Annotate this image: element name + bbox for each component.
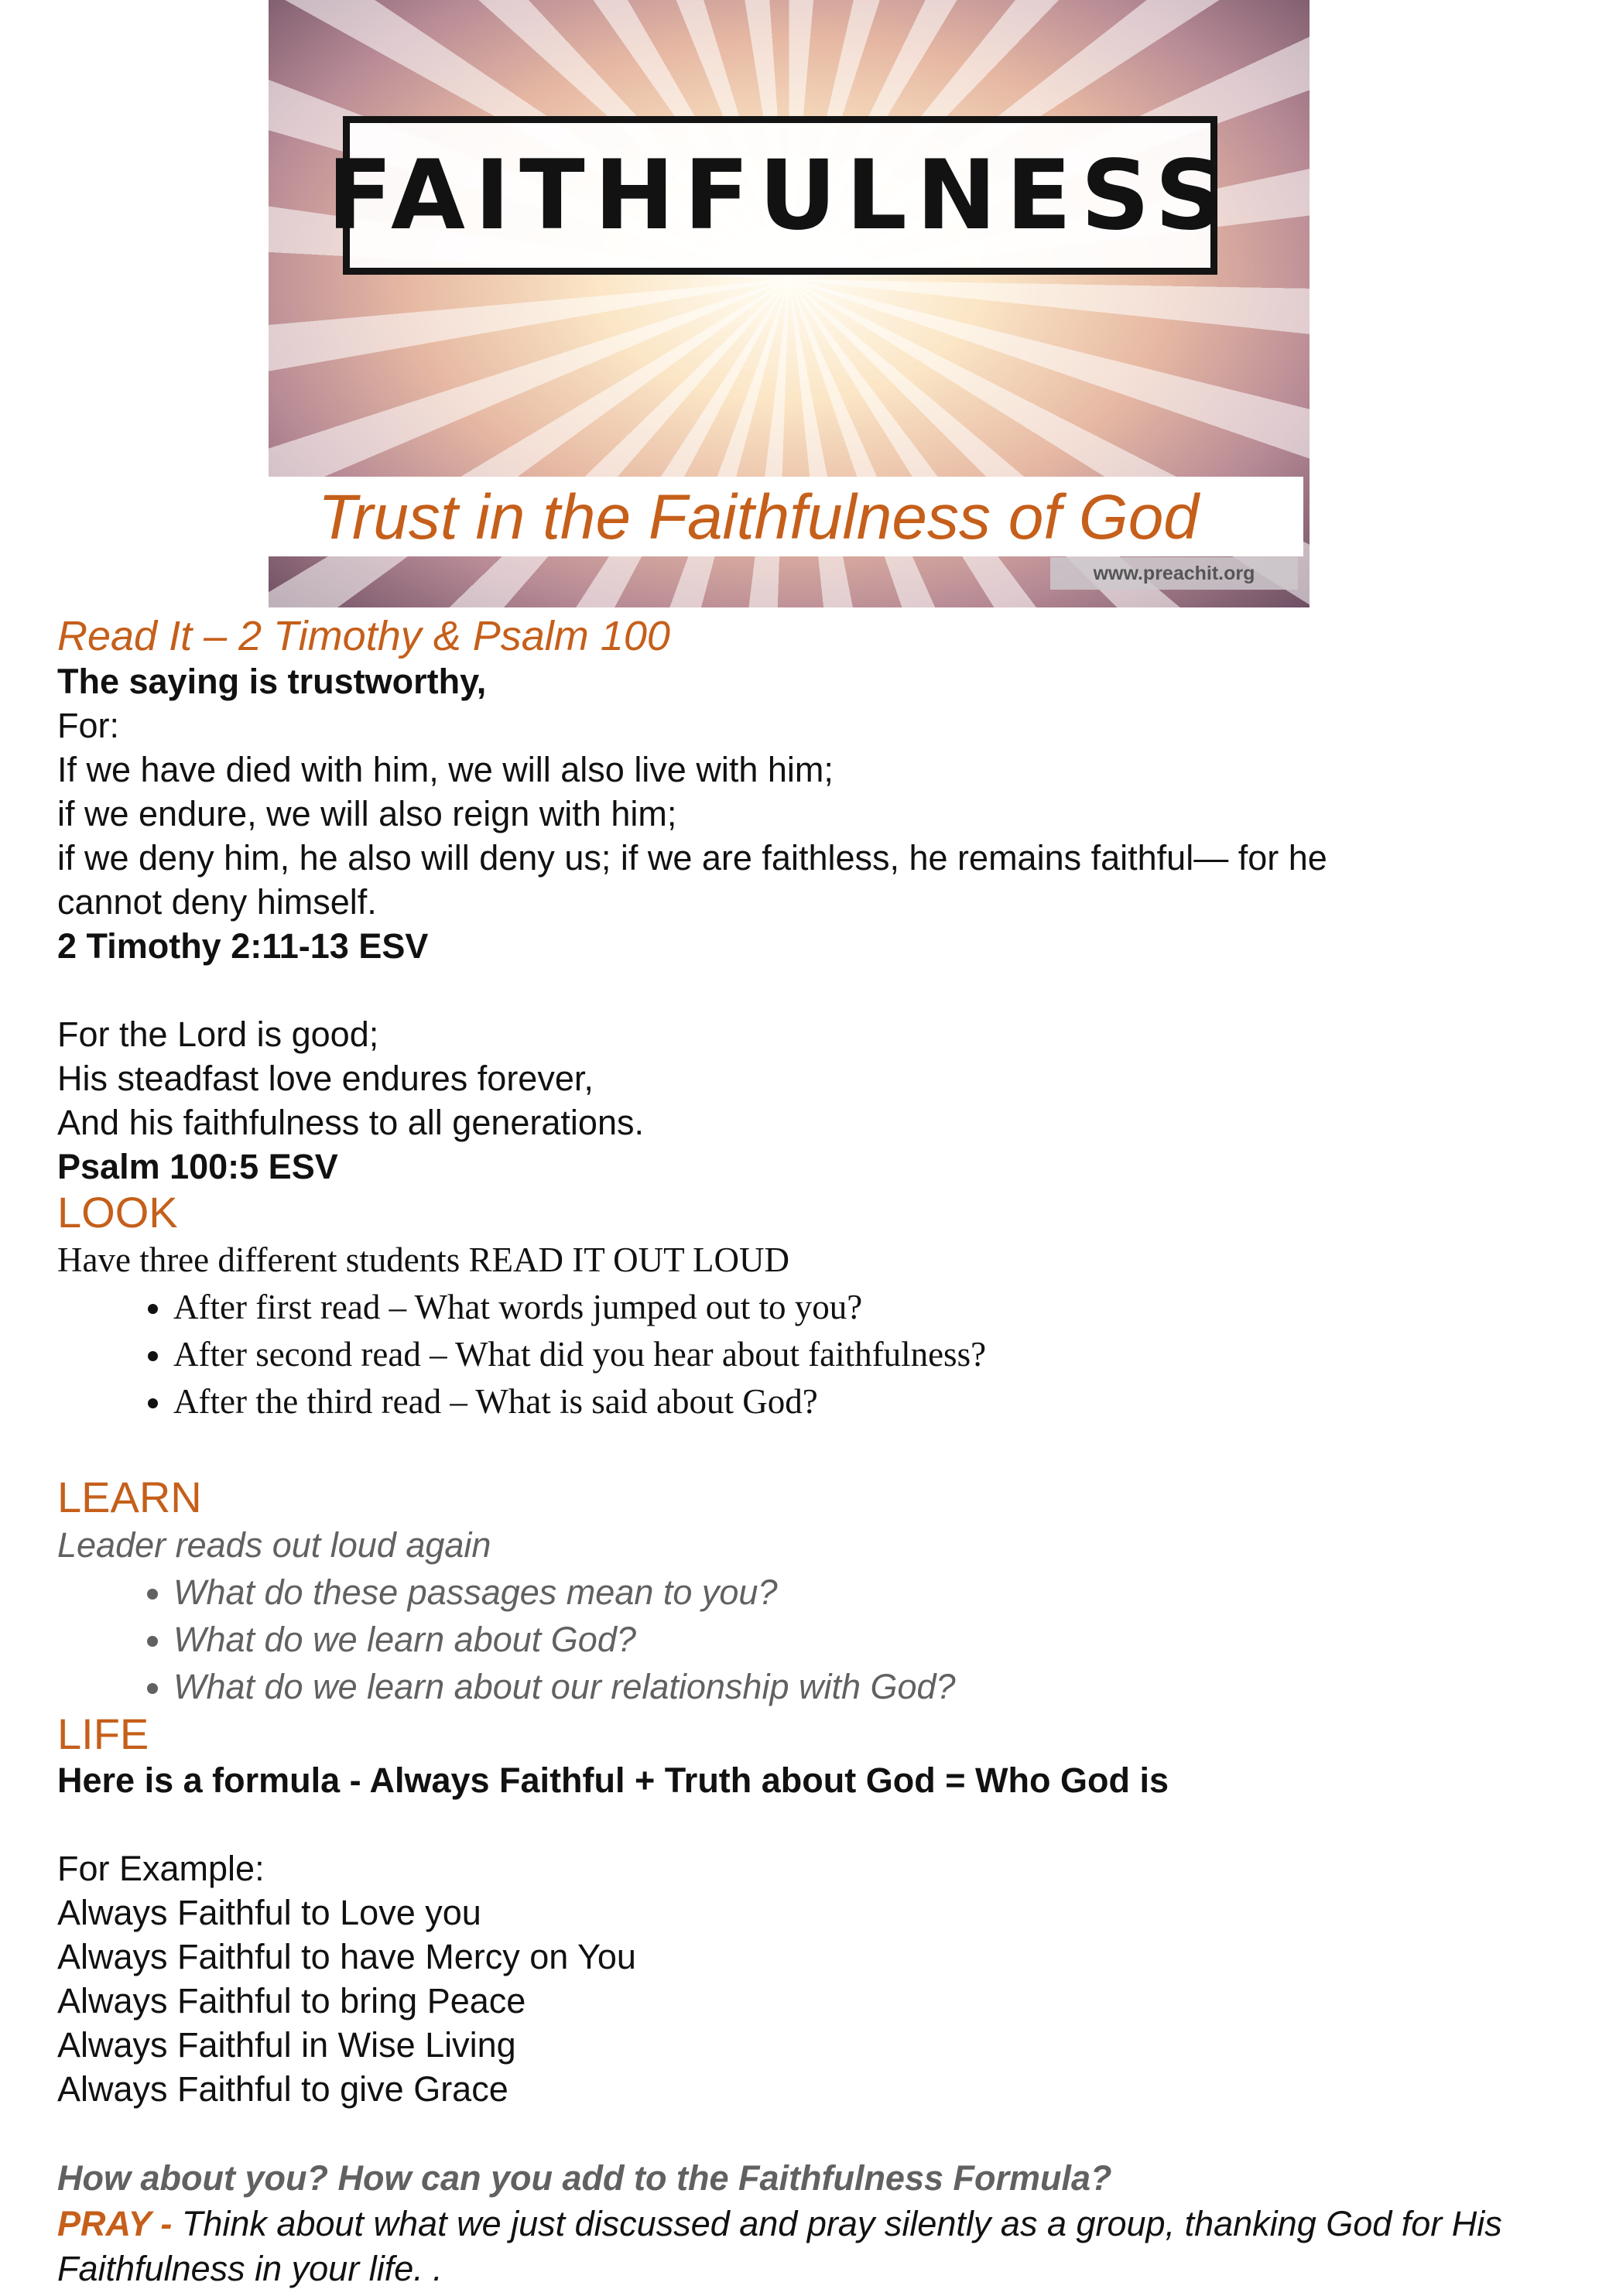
list-item: • What do these passages mean to you? xyxy=(173,1569,1574,1616)
lesson-content xyxy=(57,613,1574,2291)
list-item: • What do we learn about God? xyxy=(173,1616,1574,1663)
example-item: Always Faithful to have Mercy on You xyxy=(57,1937,636,1976)
reflection-question: How about you? How can you add to the Faithfulness Formula? xyxy=(57,2158,1112,2198)
passage1-line: cannot deny himself. xyxy=(57,882,377,922)
passage1-line: For: xyxy=(57,706,120,745)
faithfulness-logo xyxy=(327,116,1234,275)
look-list xyxy=(57,1284,1574,1425)
learn-heading: LEARN xyxy=(57,1473,202,1521)
list-item: • After the third read – What is said about God? xyxy=(173,1378,1574,1425)
passage1-lead: The saying is trustworthy, xyxy=(57,662,487,701)
list-item: • After second read – What did you hear about faithfulness? xyxy=(173,1331,1574,1378)
example-item: Always Faithful to bring Peace xyxy=(57,1981,526,2021)
example-item: Always Faithful to give Grace xyxy=(57,2069,508,2109)
logo-text: FAITHFULNESS xyxy=(327,139,1234,251)
title-strip xyxy=(269,477,1303,556)
example-label: For Example: xyxy=(57,1849,265,1888)
pray-label: PRAY - xyxy=(57,2204,182,2243)
watermark: www.preachit.org xyxy=(1050,557,1298,590)
passage2-line: And his faithfulness to all generations. xyxy=(57,1103,644,1142)
look-intro: Have three different students READ IT OUT LOUD xyxy=(57,1240,790,1279)
pray-paragraph xyxy=(57,2202,1574,2291)
learn-intro: Leader reads out loud again xyxy=(57,1525,491,1565)
passage1-line: if we deny him, he also will deny us; if we are faithless, he remains faithful— for he xyxy=(57,838,1327,878)
life-formula: Here is a formula - Always Faithful + Truth about God = Who God is xyxy=(57,1760,1169,1800)
list-item: • After first read – What words jumped out to you? xyxy=(173,1284,1574,1331)
learn-list xyxy=(57,1569,1574,1710)
example-item: Always Faithful in Wise Living xyxy=(57,2025,516,2065)
list-item: • What do we learn about our relationship with God? xyxy=(173,1663,1574,1710)
page-title: Trust in the Faithfulness of God xyxy=(318,482,1199,553)
passage1-line: If we have died with him, we will also live with him; xyxy=(57,750,834,789)
look-heading: LOOK xyxy=(57,1188,178,1237)
passage2-line: For the Lord is good; xyxy=(57,1015,379,1054)
header-banner xyxy=(269,0,1310,607)
passage2-reference: Psalm 100:5 ESV xyxy=(57,1147,338,1186)
passage1-line: if we endure, we will also reign with him; xyxy=(57,794,677,833)
passage1-reference: 2 Timothy 2:11-13 ESV xyxy=(57,926,429,966)
passage2-line: His steadfast love endures forever, xyxy=(57,1059,594,1098)
read-it-heading: Read It – 2 Timothy & Psalm 100 xyxy=(57,613,670,659)
example-item: Always Faithful to Love you xyxy=(57,1893,481,1932)
life-heading: LIFE xyxy=(57,1709,149,1758)
pray-text: Think about what we just discussed and pray silently as a group, thanking God for His Faithfulness in your life. . xyxy=(57,2204,1502,2288)
